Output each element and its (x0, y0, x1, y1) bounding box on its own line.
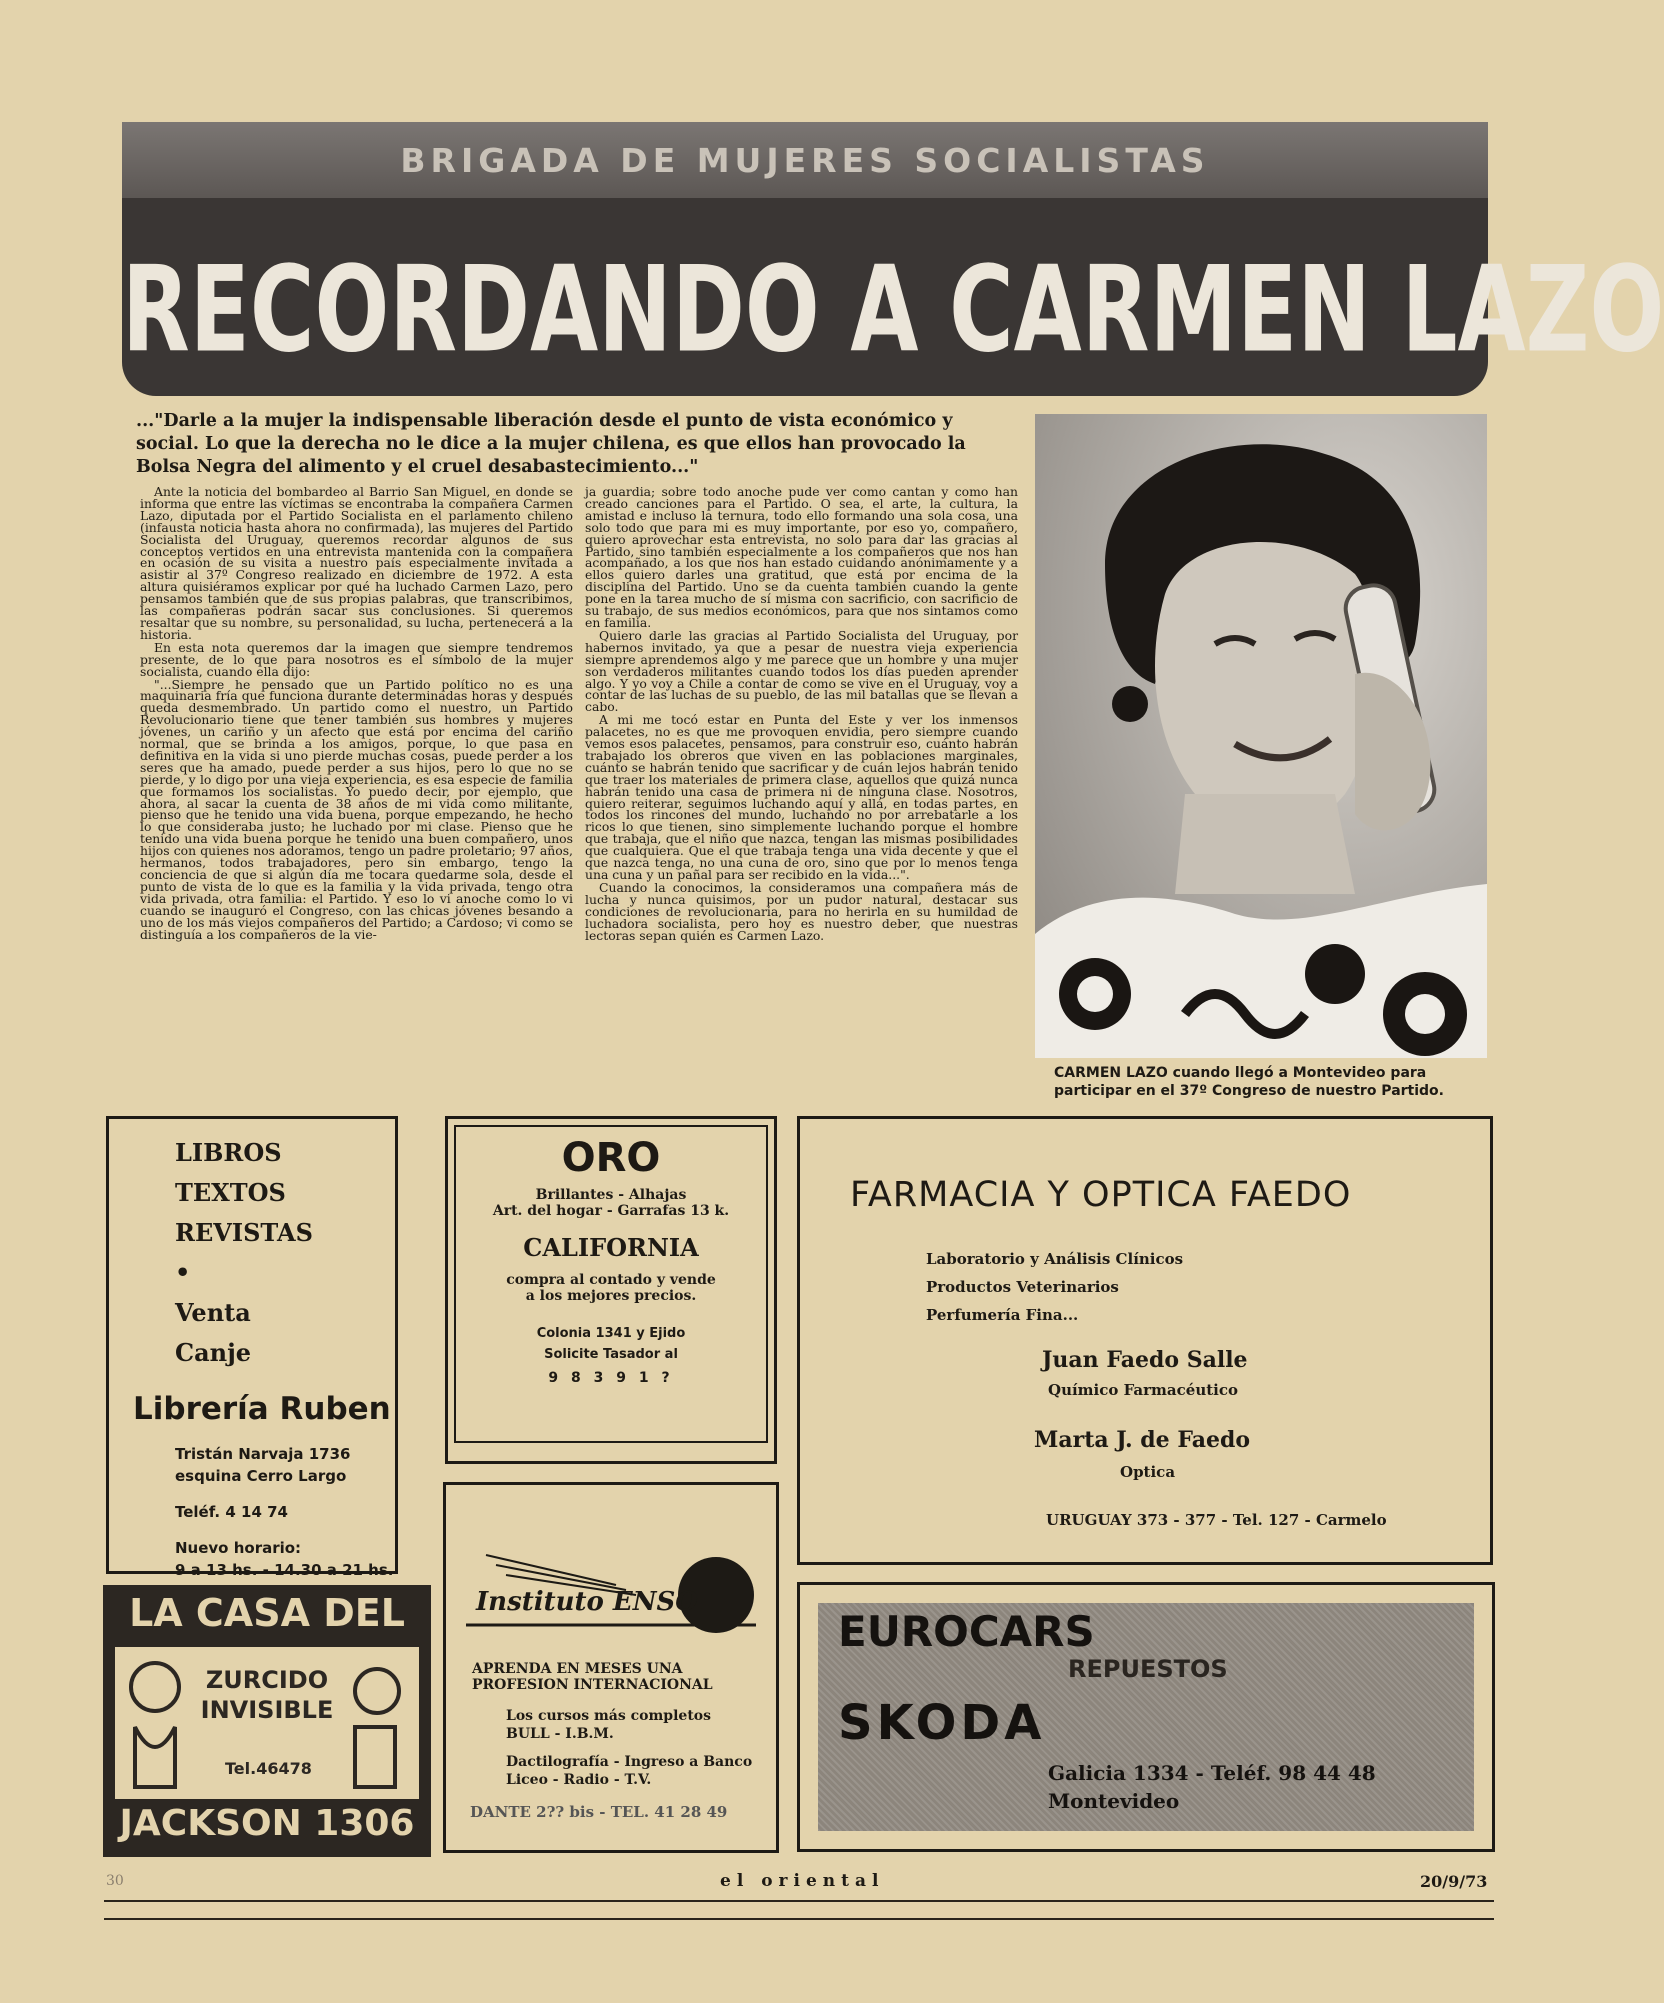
kicker: BRIGADA DE MUJERES SOCIALISTAS (400, 140, 1210, 180)
ad-line: PROFESION INTERNACIONAL (472, 1677, 713, 1693)
paragraph: Cuando la conocimos, la consideramos una compañera más de lucha y nunca quisimos, por un pudor natural, destacar sus condiciones de revolucionaria, para no herirla en su humildad de luchadora socialista, pero hoy es nuestro deber, que nuestras lectoras sepan quién es Carmen Lazo. (585, 879, 1018, 943)
ad-service: Productos Veterinarios (926, 1278, 1119, 1296)
ad-line: Brillantes - Alhajas (535, 1187, 687, 1203)
footer-rule (104, 1918, 1494, 1920)
ad-bullet: • (175, 1258, 191, 1287)
ad-eurocars (797, 1582, 1495, 1852)
paragraph: Quiero darle las gracias al Partido Socialista del Uruguay, por habernos invitado, ya que a pesar de nuestra vieja experiencia siempre aprendemos algo y me parece que un hombre y una mujer son verdaderos militantes cuando todos los días pueden aprender algo. Y yo voy a Chile a contar de como se vive en el Uruguay, voy a contar de las luchas de su pueblo, de las mil batallas que se llevan a cabo. (585, 627, 1018, 715)
ad-line: APRENDA EN MESES UNA (472, 1661, 683, 1677)
footer-rule (104, 1900, 1494, 1902)
ad-item: Venta (175, 1298, 251, 1327)
ad-inner-frame (454, 1125, 768, 1443)
ad-role: Optica (1120, 1463, 1176, 1481)
photo-caption: CARMEN LAZO cuando llegó a Montevideo para participar en el 37º Congreso de nuestro Partido. (1054, 1065, 1444, 1099)
ad-line: Los cursos más completos (506, 1708, 712, 1724)
ad-phone: Tel.46478 (225, 1759, 312, 1778)
photo-illustration (1035, 414, 1487, 1058)
ad-services (926, 1245, 1183, 1329)
ad-address: DANTE 2?? bis - TEL. 41 28 49 (470, 1803, 728, 1821)
ad-line: BULL - I.B.M. (506, 1726, 614, 1742)
ad-farmacia-faedo (797, 1116, 1493, 1565)
ad-store-name: CALIFORNIA (523, 1233, 699, 1262)
lead-quote: ..."Darle a la mujer la indispensable liberación desde el punto de vista económico y social. Lo que la derecha no le dice a la mujer chilena, es que ellos han provocado la Bolsa Negra del alimento y el cruel desabastecimiento..." (136, 411, 966, 477)
ad-line: Art. del hogar - Garrafas 13 k. (492, 1203, 730, 1219)
paragraph: En esta nota queremos dar la imagen que siempre tendremos presente, de lo que para nosotros es el símbolo de la mujer socialista, cuando ella dijo: (140, 639, 573, 679)
paragraph: A mi me tocó estar en Punta del Este y ver los inmensos palacetes, no es que me provoquen envidia, pero siempre cuando vemos esos palacetes, pensamos, para construir eso, cuánto habrán trabajado los obreros que viven en las poblaciones marginales, cuánto se habrán tenido que sacrificar y de cuán lejos habrán tenido que traer los materiales de primera clase, aquellos que quizá nunca habrán tenido una casa de primera ni de ninguna clase. Nosotros, quiero reiterar, seguimos luchando aquí y allá, en todas partes, en todos los rincones del mundo, luchando no por arrebatarle a los ricos lo que tienen, sino simplemente luchando porque el hombre que trabaja, que el niño que nazca, tengan las mismas posibilidades que cualquiera. Que el que trabaja tenga una vida decente y que el que nazca tenga, no una cuna de oro, sino que por lo menos tenga una cuna y un pañal para ser recibido en la vida...". (585, 712, 1018, 882)
article-column-1 (140, 486, 573, 1108)
ad-person: Juan Faedo Salle (1042, 1347, 1248, 1373)
ad-libreria-ruben (106, 1116, 398, 1579)
ad-service: Laboratorio y Análisis Clínicos (926, 1250, 1184, 1268)
ad-title: FARMACIA Y OPTICA FAEDO (850, 1175, 1352, 1215)
ad-address: URUGUAY 373 - 377 - Tel. 127 - Carmelo (1046, 1511, 1387, 1529)
ad-details (506, 1707, 752, 1789)
carmen-lazo-photo (1035, 414, 1487, 1058)
ad-inner-frame (818, 1603, 1474, 1831)
paper-name: el oriental (720, 1871, 885, 1891)
ad-title: ORO (561, 1135, 661, 1181)
page-number: 30 (106, 1873, 124, 1889)
ad-store-name: EUROCARS (838, 1607, 1095, 1656)
ad-phone: 9 8 3 9 1 ? (548, 1370, 674, 1386)
ad-address: Tristán Narvaja 1736 (175, 1445, 351, 1463)
ad-illustration-panel (115, 1647, 419, 1799)
ad-casa-del-zurcido (103, 1585, 431, 1857)
ad-role: Químico Farmacéutico (1048, 1381, 1238, 1399)
article-column-2 (585, 486, 1018, 1108)
ad-phone: Teléf. 4 14 74 (175, 1503, 288, 1521)
ad-line (472, 1661, 713, 1693)
ad-hours-label: Nuevo horario: (175, 1539, 302, 1557)
paragraph: "...Siempre he pensado que un Partido político no es una maquinaria fría que funciona durante determinadas horas y después queda desmembrado. Un partido como el nuestro, un Partido Revolucionario tiene que tener también sus hombres y mujeres jóvenes, un cariño y un afecto que está por encima del cariño normal, que se brinda a los amigos, porque, lo que pasa en definitiva en la vida si uno pierde muchas cosas, puede perder a los seres que ha amado, puede perder a sus hijos, pero lo que no se pierde, y lo digo por una vieja experiencia, es esa especie de familia que formamos los socialistas. Yo puedo decir, por ejemplo, que ahora, al sacar la cuenta de 38 años de mi vida como militante, pienso que he tenido una vida buena, porque empezando, he hecho lo que consideraba justo; he luchado por mi clase. Pienso que he tenido una vida buena porque he tenido una buen compañero, unos hijos con quienes nos adoramos, tengo un padre proletario; 97 años, hermanos, todos trabajadores, pero sin embargo, tengo la conciencia de que si algún día me tocara quedarme sola, desde el punto de vista de lo que es la familia y la vida privada, tengo otra vida privada, otra familia: el Partido. Y eso lo vi anoche como lo vi cuando se inauguró el Congreso, con las chicas jóvenes besando a uno de los más viejos compañeros del Partido; a Cardoso; vi como se distinguía a los compañeros de la vie- (140, 676, 573, 942)
ad-line: Dactilografía - Ingreso a Banco (506, 1754, 753, 1770)
ad-person: Marta J. de Faedo (1034, 1427, 1251, 1453)
ad-address: esquina Cerro Largo (175, 1467, 347, 1485)
instituto-logo-text: Instituto ENSO (476, 1587, 698, 1617)
ad-line: compra al contado y vende (506, 1272, 716, 1288)
ad-line: ZURCIDO (205, 1666, 329, 1694)
ad-line: a los mejores precios. (525, 1288, 697, 1304)
ad-item: REVISTAS (175, 1218, 313, 1247)
ad-title: LA CASA DEL (129, 1591, 405, 1635)
ad-item: TEXTOS (175, 1178, 286, 1207)
ad-hours: 9 a 13 hs. - 14.30 a 21 hs. (175, 1561, 394, 1579)
ad-line: INVISIBLE (200, 1696, 334, 1724)
kicker-band (122, 122, 1488, 198)
ad-address: Galicia 1334 - Teléf. 98 44 48 (1048, 1761, 1376, 1785)
ad-address: JACKSON 1306 (119, 1803, 415, 1844)
ad-line: Solicite Tasador al (544, 1347, 678, 1362)
instituto-logo (456, 1525, 766, 1645)
header-banner (122, 122, 1664, 396)
ad-item: Canje (175, 1338, 252, 1367)
paragraph: Ante la noticia del bombardeo al Barrio San Miguel, en donde se informa que entre las víctimas se encontraba la compañera Carmen Lazo, diputada por el Partido Socialista en el parlamento chileno (infausta noticia hasta ahora no confirmada), las mujeres del Partido Socialista del Uruguay, queremos recordar algunos de sus conceptos vertidos en una entrevista mantenida con la compañera en ocasión de su visita a nuestro país especialmente invitada a asistir al 37º Congreso realizado en diciembre de 1972. A esta altura quisiéramos explicar por qué ha luchado Carmen Lazo, pero pensamos también que de sus propias palabras, que transcribimos, las compañeras podrán sacar sus conclusiones. Si queremos resaltar que su nombre, su personalidad, su lucha, pertenecerá a la historia. (140, 484, 573, 642)
ad-brand: SKODA (838, 1695, 1046, 1751)
ad-oro-california (445, 1116, 777, 1464)
issue-date: 20/9/73 (1420, 1872, 1488, 1891)
ad-city: Montevideo (1048, 1789, 1180, 1813)
ad-service: Perfumería Fina... (926, 1306, 1079, 1324)
ad-lines (175, 1665, 359, 1725)
ad-item: LIBROS (175, 1138, 282, 1167)
ad-line: Liceo - Radio - T.V. (506, 1772, 652, 1788)
headline: RECORDANDO A CARMEN LAZO (122, 240, 1664, 380)
ad-instituto-enso (443, 1482, 779, 1853)
ad-address: Colonia 1341 y Ejido (536, 1326, 686, 1341)
ad-line: REPUESTOS (1068, 1655, 1228, 1683)
ad-store-name: Librería Ruben (133, 1391, 391, 1427)
paragraph: ja guardia; sobre todo anoche pude ver como cantan y como han creado canciones para el Partido. O sea, el arte, la cultura, la amistad e incluso la ternura, todo ello formando una sola cosa, una solo todo que para mi es muy importante, por eso yo, compañero, quiero aprovechar esta entrevista, no solo para dar las gracias al Partido, sino también especialmente a los compañeros que nos han acompañado, a los que nos han estado cuidando anónimamente y a ellos quiero darles una gratitud, que está por encima de la disciplina del Partido. Uno se da cuenta también cuando la gente pone en la tarea mucho de sí misma con sacrificio, con sacrificio de su trabajo, de sus medios económicos, para que nos sintamos como en familia. (585, 484, 1018, 630)
